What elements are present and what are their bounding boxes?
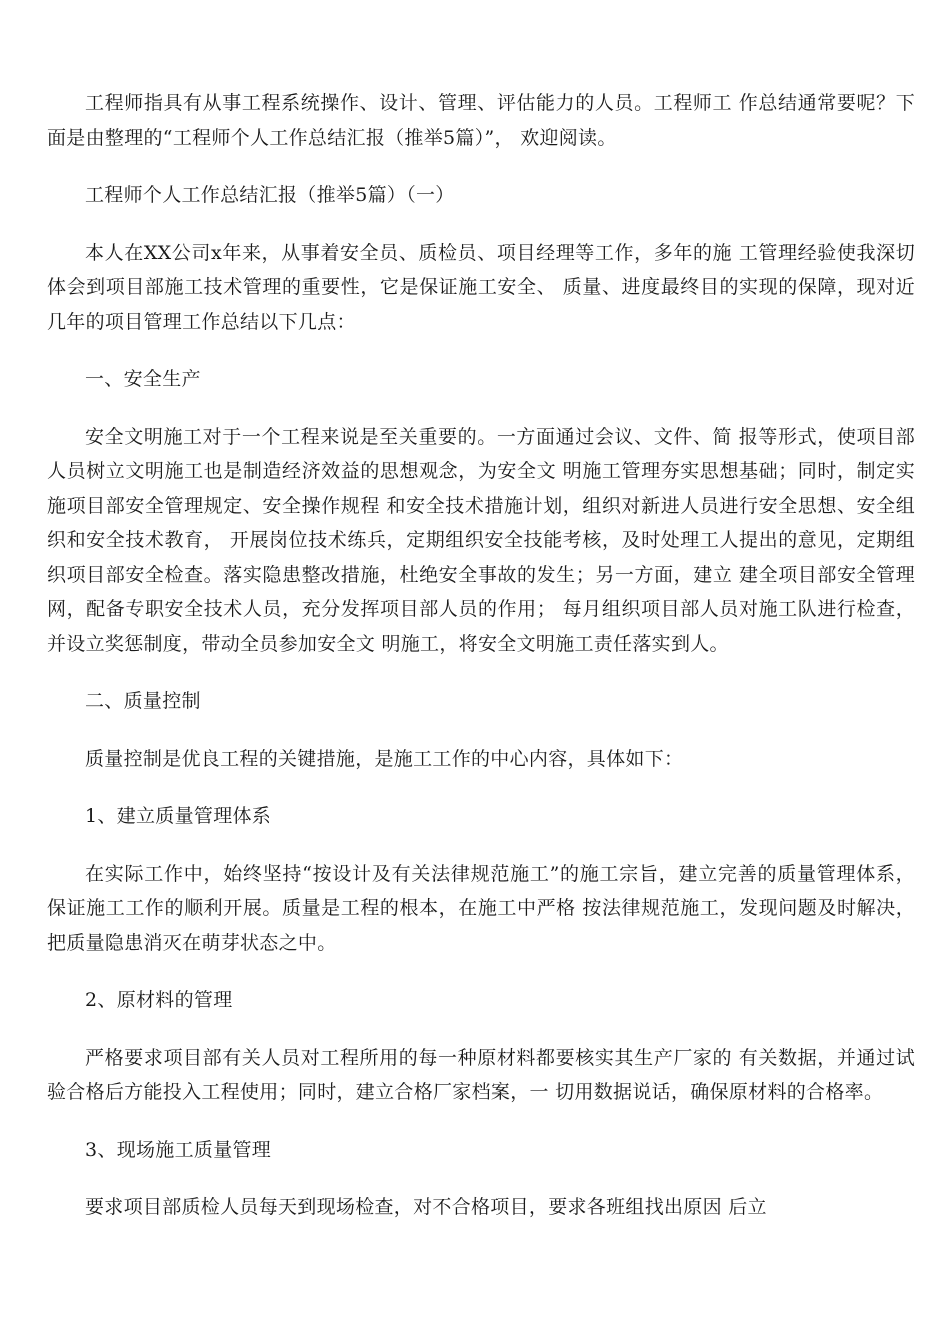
body-paragraph: 安全文明施工对于一个工程来说是至关重要的。一方面通过会议、文件、简 报等形式，使项目部人员树立文明施工也是制造经济效益的思想观念，为安全文 明施工管理夯实思想基础；同时，制定实施项目部安全管理规定、安全操作规程 和安全技术措施计划，组织对新进人员进行安全思想、安全组织和安全技术教育， 开展岗位技术练兵，定期组织安全技能考核，及时处理工人提出的意见，定期组 织项目部安全检查。落实隐患整改措施，杜绝安全事故的发生；另一方面，建立 建全项目部安全管理网，配备专职安全技术人员，充分发挥项目部人员的作用； 每月组织项目部人员对施工队进行检查，并设立奖惩制度，带动全员参加安全文 明施工，将安全文明施工责任落实到人。 [47, 425, 915, 655]
intro-paragraph: 工程师指具有从事工程系统操作、设计、管理、评估能力的人员。工程师工 作总结通常要呢？下面是由整理的“工程师个人工作总结汇报（推举5篇）”， 欢迎阅读。 [47, 92, 915, 149]
subheading-materials: 2、原材料的管理 [85, 989, 233, 1011]
body-paragraph: 在实际工作中，始终坚持“按设计及有关法律规范施工”的施工宗旨，建立完善的质量管理体系，保证施工工作的顺利开展。质量是工程的根本，在施工中严格 按法律规范施工，发现问题及时解决，把质量隐患消灭在萌芽状态之中。 [47, 862, 915, 954]
body-paragraph: 严格要求项目部有关人员对工程所用的每一种原材料都要核实其生产厂家的 有关数据，并通过试验合格后方能投入工程使用；同时，建立合格厂家档案，一 切用数据说话，确保原材料的合格率。 [47, 1046, 915, 1103]
heading-safety: 一、安全生产 [85, 368, 201, 390]
body-paragraph: 本人在XX公司x年来，从事着安全员、质检员、项目经理等工作，多年的施 工管理经验使我深切体会到项目部施工技术管理的重要性，它是保证施工安全、 质量、进度最终目的实现的保障，现对近几年的项目管理工作总结以下几点： [47, 241, 915, 333]
subheading-onsite: 3、现场施工质量管理 [85, 1138, 272, 1161]
section-title: 工程师个人工作总结汇报（推举5篇）（一） [85, 184, 455, 206]
body-paragraph: 要求项目部质检人员每天到现场检查，对不合格项目，要求各班组找出原因 后立 [85, 1196, 767, 1218]
subheading-system: 1、建立质量管理体系 [85, 805, 272, 827]
body-line: 质量控制是优良工程的关键措施，是施工工作的中心内容，具体如下： [85, 747, 684, 770]
heading-quality: 二、质量控制 [85, 690, 201, 712]
document-body [47, 86, 915, 1248]
